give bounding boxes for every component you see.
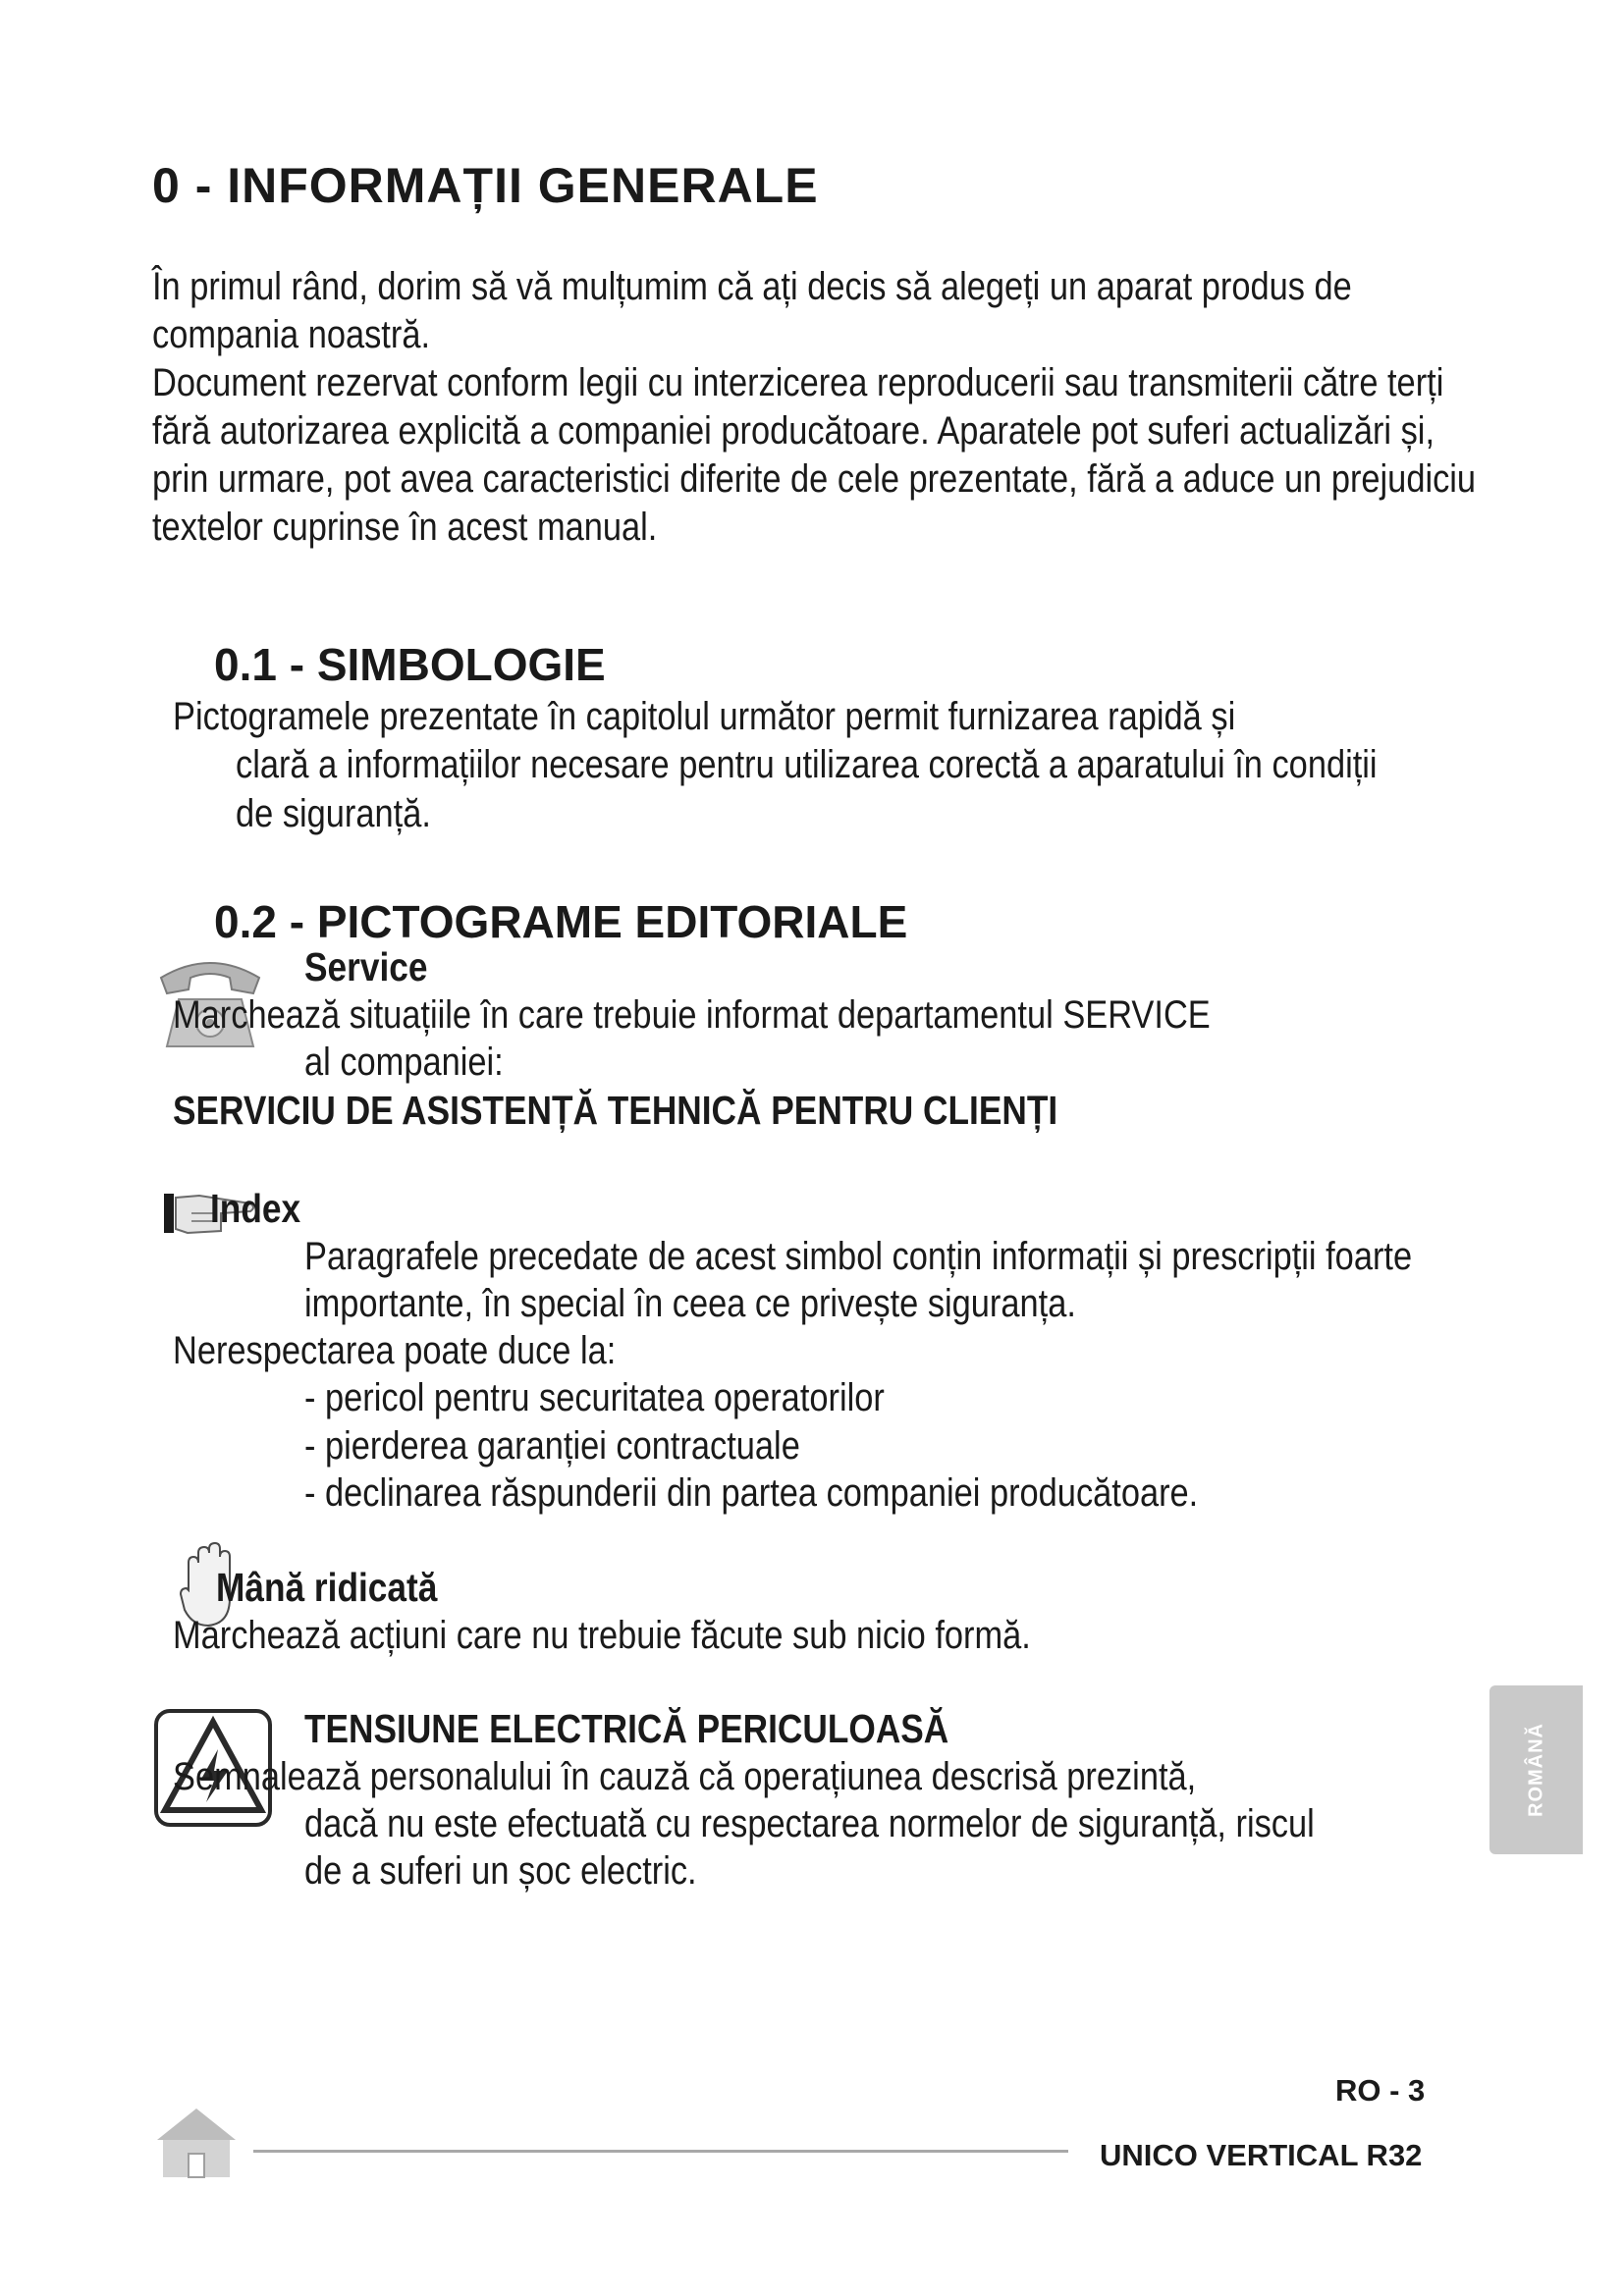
voltage-title: TENSIUNE ELECTRICĂ PERICULOASĂ xyxy=(304,1706,949,1751)
intro-line: Document rezervat conform legii cu interzicerea reproducerii sau transmiterii către terți xyxy=(152,361,1444,404)
intro-line: fără autorizarea explicită a companiei producătoare. Aparatele pot suferi actualizări și, xyxy=(152,409,1435,453)
language-tab xyxy=(1489,1685,1583,1854)
page-title: 0 - INFORMAȚII GENERALE xyxy=(152,158,819,213)
hand-title: Mână ridicată xyxy=(216,1565,438,1610)
intro-line: prin urmare, pot avea caracteristici diferite de cele prezentate, fără a aduce un prejudiciu xyxy=(152,457,1477,501)
intro-line: compania noastră. xyxy=(152,313,431,356)
page-number: RO - 3 xyxy=(1335,2073,1426,2108)
voltage-line: de a suferi un șoc electric. xyxy=(304,1849,697,1893)
voltage-line: Semnalează personalului în cauză că operațiunea descrisă prezintă, xyxy=(173,1755,1197,1798)
index-bullet: - declinarea răspunderii din partea companiei producătoare. xyxy=(304,1471,1199,1515)
home-icon xyxy=(155,2105,238,2179)
section-title-pictograme: 0.2 - PICTOGRAME EDITORIALE xyxy=(214,896,908,947)
intro-line: În primul rând, dorim să vă mulțumim că ați decis să alegeți un aparat produs de xyxy=(152,265,1352,308)
service-line: Marchează situațiile în care trebuie informat departamentul SERVICE xyxy=(173,993,1211,1037)
service-assistance-label: SERVICIU DE ASISTENȚĂ TEHNICĂ PENTRU CLIENȚI xyxy=(173,1088,1058,1133)
hand-line: Marchează acțiuni care nu trebuie făcute sub nicio formă. xyxy=(173,1614,1031,1657)
index-bullet: - pericol pentru securitatea operatorilor xyxy=(304,1376,885,1419)
index-line: importante, în special în ceea ce privește siguranța. xyxy=(304,1282,1076,1325)
footer-rule xyxy=(253,2150,1068,2153)
service-title: Service xyxy=(304,944,428,989)
model-name: UNICO VERTICAL R32 xyxy=(1100,2138,1423,2172)
language-tab-label: ROMÂNĂ xyxy=(1525,1723,1546,1817)
voltage-line: dacă nu este efectuată cu respectarea normelor de siguranță, riscul xyxy=(304,1802,1315,1845)
section-title-simbologie: 0.1 - SIMBOLOGIE xyxy=(214,639,606,690)
index-bullet: - pierderea garanției contractuale xyxy=(304,1424,800,1468)
simbologie-line: de siguranță. xyxy=(236,792,431,835)
simbologie-line: Pictogramele prezentate în capitolul următor permit furnizarea rapidă și xyxy=(173,695,1236,738)
index-line: Paragrafele precedate de acest simbol conțin informații și prescripții foarte xyxy=(304,1235,1413,1278)
service-line: al companiei: xyxy=(304,1041,504,1084)
simbologie-line: clară a informațiilor necesare pentru utilizarea corectă a aparatului în condiții xyxy=(236,743,1378,786)
index-title: Index xyxy=(210,1186,301,1231)
intro-line: textelor cuprinse în acest manual. xyxy=(152,506,658,549)
index-line: Nerespectarea poate duce la: xyxy=(173,1329,617,1372)
intro-paragraph xyxy=(152,263,1476,552)
